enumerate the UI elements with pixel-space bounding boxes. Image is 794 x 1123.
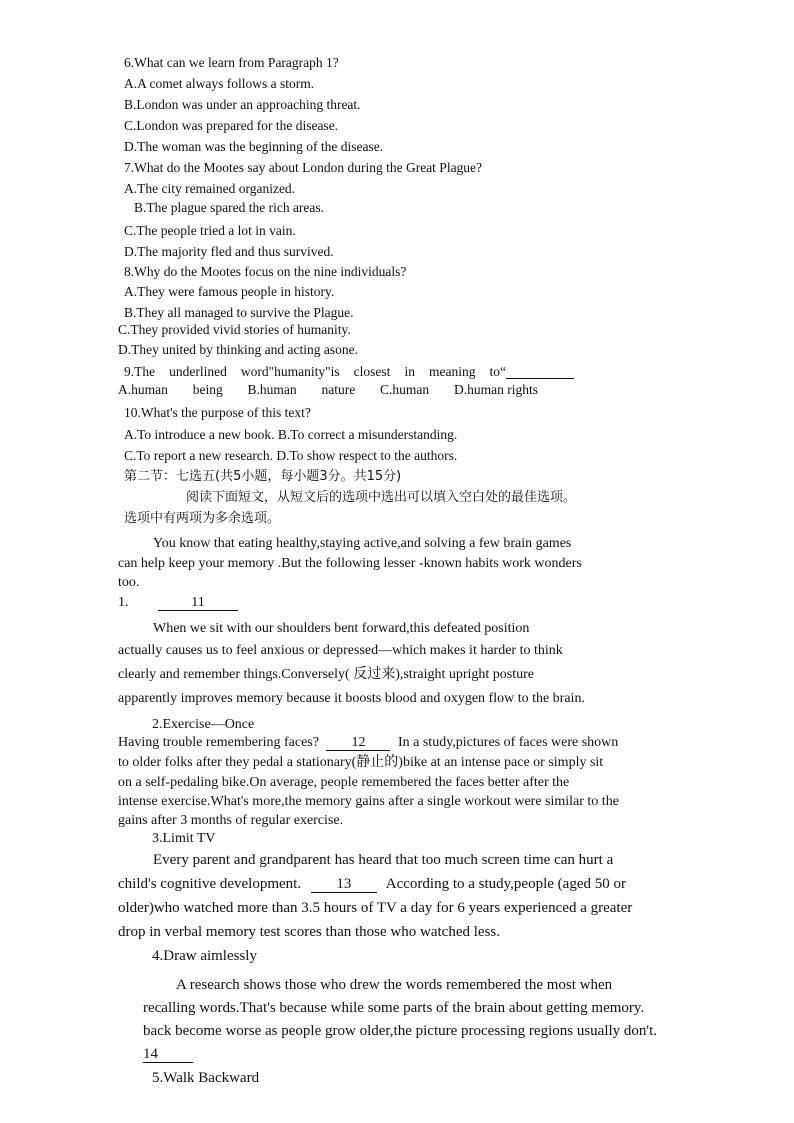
section2-instruction: 阅读下面短文，从短文后的选项中选出可以填入空白处的最佳选项。 [186,490,577,505]
q10-options-row2: C.To report a new research. D.To show respect to the authors. [124,448,458,463]
blank-11-label: 11 [158,595,238,611]
habit4-text-line3: back become worse as people grow older,the picture processing regions usually don't. [143,1023,658,1039]
habit1-number: 1. [118,595,129,610]
q7-option-c: C.The people tried a lot in vain. [124,223,296,238]
q9-stem-word: 9.The [124,364,156,379]
q9-stem [124,363,506,381]
habit3-text-line1: Every parent and grandparent has heard that too much screen time can hurt a [153,852,614,868]
habit3-text-line2 [118,875,626,893]
q6-stem: 6.What can we learn from Paragraph 1? [124,55,339,70]
habit2-heading: 2.Exercise—Once [152,717,255,732]
q7-option-d: D.The majority fled and thus survived. [124,244,334,259]
q8-option-d: D.They united by thinking and acting asone. [118,342,358,357]
habit5-heading: 5.Walk Backward [152,1070,260,1086]
q7-option-b: B.The plague spared the rich areas. [134,200,325,215]
q9-options [118,381,538,399]
q9-option-d: D.human rights [454,382,538,397]
q9-stem-word: closest [353,364,391,379]
blank-12[interactable]: 12 [326,735,390,751]
habit2-text-line2: to older folks after they pedal a stationary(静止的)bike at an intense pace or simply sit [118,755,604,770]
q9-answer-blank[interactable] [506,378,574,379]
q9-option-a-word2: being [192,382,223,397]
q9-stem-word: to“ [489,364,506,379]
q6-option-c: C.London was prepared for the disease. [124,118,339,133]
blank-14[interactable] [143,1045,193,1063]
q6-option-b: B.London was under an approaching threat. [124,97,361,112]
q9-stem-word: word"humanity"is [240,364,340,379]
q6-option-a: A.A comet always follows a storm. [124,76,315,91]
q9-option-c: C.human [380,382,430,397]
q9-option-b-word1: B.human [247,382,297,397]
blank-13[interactable]: 13 [311,877,377,893]
habit2-text-line1-end: In a study,pictures of faces were shown [397,735,619,750]
habit2-text-line4: intense exercise.What's more,the memory gains after a single workout were similar to the [118,794,619,809]
passage-intro-line1: You know that eating healthy,staying active,and solving a few brain games [153,536,572,551]
habit1-text-line1: When we sit with our shoulders bent forward,this defeated position [153,621,530,636]
blank-14-label: 14 [143,1047,193,1063]
habit2-text-line1-start: Having trouble remembering faces? [118,735,319,750]
q10-stem: 10.What's the purpose of this text? [124,405,311,420]
habit3-text-line2-end: According to a study,people (aged 50 or [385,876,626,892]
q9-stem-word: in [404,364,415,379]
q9-option-b-word2: nature [321,382,356,397]
q10-options-row1: A.To introduce a new book. B.To correct a misunderstanding. [124,427,458,442]
habit3-heading: 3.Limit TV [152,831,216,846]
habit4-heading: 4.Draw aimlessly [152,948,257,964]
habit1-text-line2: actually causes us to feel anxious or depressed—which makes it harder to think [118,643,563,658]
habit4-text-line2: recalling words.That's because while some parts of the brain about getting memory. [143,1000,645,1016]
passage-intro-line3: too. [118,575,140,590]
habit3-text-line2-start: child's cognitive development. [118,876,302,892]
q7-option-a: A.The city remained organized. [124,181,296,196]
habit2-text-line3: on a self-pedaling bike.On average, people remembered the faces better after the [118,775,570,790]
q8-option-b: B.They all managed to survive the Plague. [124,305,354,320]
q7-stem: 7.What do the Mootes say about London during the Great Plague? [124,160,483,175]
habit1-text-line4: apparently improves memory because it boosts blood and oxygen flow to the brain. [118,691,585,706]
passage-intro-line2: can help keep your memory .But the following lesser -known habits work wonders [118,556,582,571]
section2-heading: 第二节：七选五(共5小题，每小题3分。共15分) [124,469,402,484]
habit2-text-line5: gains after 3 months of regular exercise. [118,813,344,828]
habit3-text-line3: older)who watched more than 3.5 hours of TV a day for 6 years experienced a greater [118,900,633,916]
habit1-text-line3: clearly and remember things.Conversely( 反过来),straight upright posture [118,667,535,682]
blank-11[interactable] [158,594,238,612]
q9-option-a-word1: A.human [118,382,168,397]
q9-stem-word: meaning [428,364,476,379]
q9-stem-word: underlined [169,364,227,379]
habit4-text-line1: A research shows those who drew the words remembered the most when [176,977,613,993]
q6-option-d: D.The woman was the beginning of the disease. [124,139,384,154]
q8-option-c: C.They provided vivid stories of humanity. [118,322,351,337]
habit2-text-line1 [118,734,618,752]
habit3-text-line4: drop in verbal memory test scores than those who watched less. [118,924,500,940]
section2-instruction-cont: 选项中有两项为多余选项。 [124,511,281,526]
q8-stem: 8.Why do the Mootes focus on the nine individuals? [124,264,407,279]
q8-option-a: A.They were famous people in history. [124,284,335,299]
